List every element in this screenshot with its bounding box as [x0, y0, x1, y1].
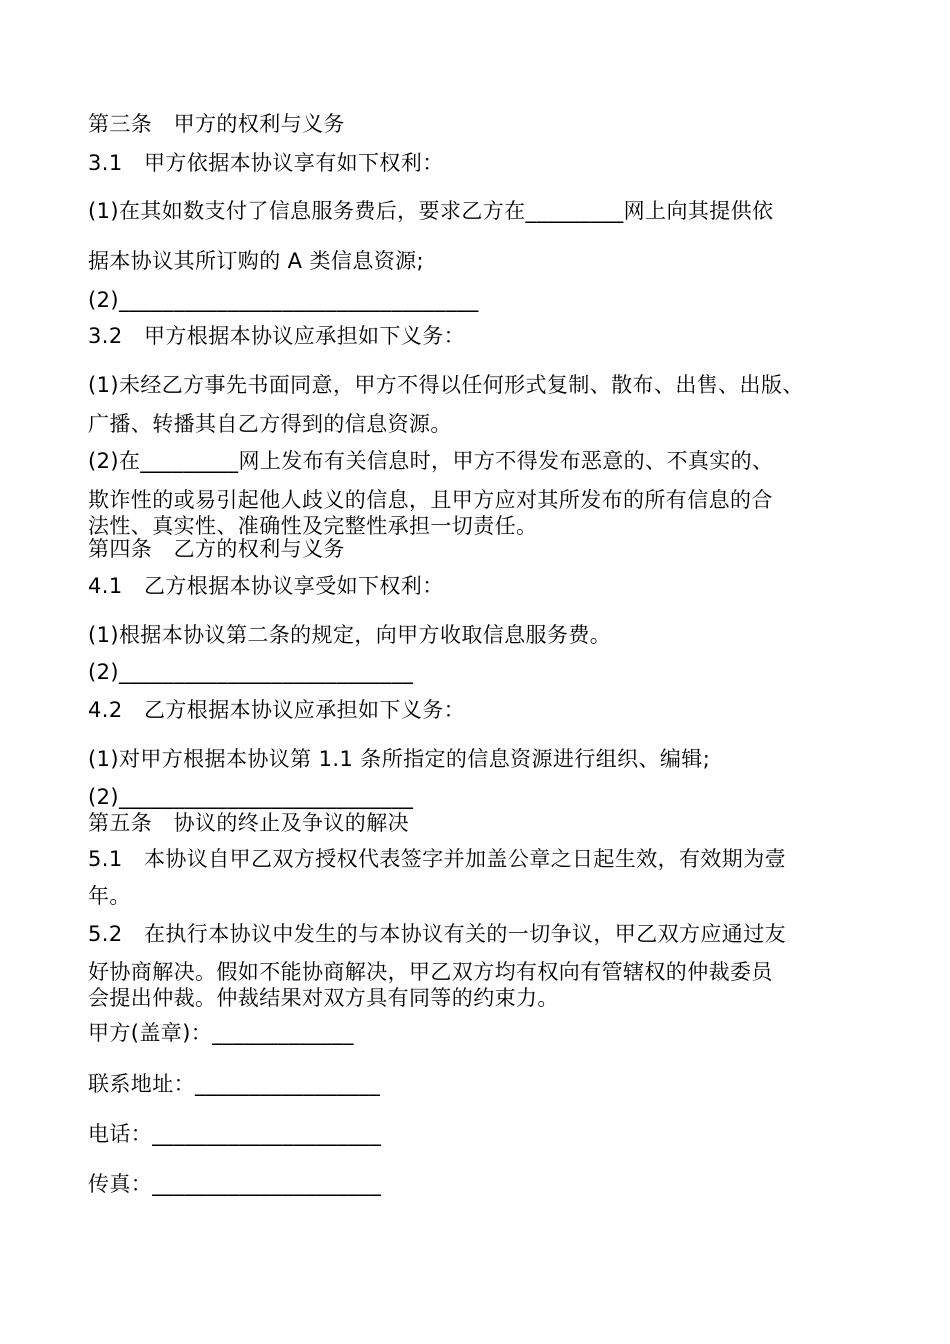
article-4-heading: 第四条 乙方的权利与义务 [88, 537, 345, 561]
clause-4-2: 4.2 乙方根据本协议应承担如下义务： [88, 698, 465, 722]
clause-4-1-item-1: (1)根据本协议第二条的规定，向甲方收取信息服务费。 [88, 623, 612, 647]
article-5-heading: 第五条 协议的终止及争议的解决 [88, 811, 409, 835]
clause-4-1: 4.1 乙方根据本协议享受如下权利： [88, 574, 444, 598]
clause-3-1-item-2: (2)_________________________________ [88, 288, 479, 312]
clause-3-1: 3.1 甲方依据本协议享有如下权利： [88, 151, 444, 175]
clause-5-2-line-3: 会提出仲裁。仲裁结果对双方具有同等的约束力。 [88, 986, 559, 1010]
signature-contact-address: 联系地址：_________________ [88, 1072, 381, 1096]
article-3-heading: 第三条 甲方的权利与义务 [88, 112, 345, 136]
clause-4-2-item-1: (1)对甲方根据本协议第 1.1 条所指定的信息资源进行组织、编辑; [88, 747, 711, 771]
signature-fax: 传真：_____________________ [88, 1172, 382, 1196]
clause-3-2-item-2-line-3: 法性、真实性、准确性及完整性承担一切责任。 [88, 514, 538, 538]
clause-4-2-item-2: (2)___________________________ [88, 785, 414, 809]
signature-party-a-seal: 甲方(盖章)：_____________ [88, 1021, 354, 1045]
signature-phone: 电话：_____________________ [88, 1122, 382, 1146]
clause-3-2-item-1-line-1: (1)未经乙方事先书面同意，甲方不得以任何形式复制、散布、出售、出版、 [88, 373, 804, 397]
clause-3-2-item-1-line-2: 广播、转播其自乙方得到的信息资源。 [88, 412, 452, 436]
clause-5-2-line-1: 5.2 在执行本协议中发生的与本协议有关的一切争议，甲乙双方应通过友 [88, 922, 786, 946]
clause-3-2-item-2-line-2: 欺诈性的或易引起他人歧义的信息，且甲方应对其所发布的所有信息的合 [88, 488, 773, 512]
clause-4-1-item-2: (2)___________________________ [88, 660, 414, 684]
clause-3-1-item-1-line-1: (1)在其如数支付了信息服务费后，要求乙方在_________网上向其提供依 [88, 199, 774, 223]
clause-5-1-line-2: 年。 [88, 884, 131, 908]
clause-5-2-line-2: 好协商解决。假如不能协商解决，甲乙双方均有权向有管辖权的仲裁委员 [88, 960, 773, 984]
clause-3-1-item-1-line-2: 据本协议其所订购的 A 类信息资源; [88, 249, 424, 273]
clause-3-2-item-2-line-1: (2)在_________网上发布有关信息时，甲方不得发布恶意的、不真实的、 [88, 449, 774, 473]
clause-5-1-line-1: 5.1 本协议自甲乙双方授权代表签字并加盖公章之日起生效，有效期为壹 [88, 847, 786, 871]
clause-3-2: 3.2 甲方根据本协议应承担如下义务： [88, 324, 465, 348]
